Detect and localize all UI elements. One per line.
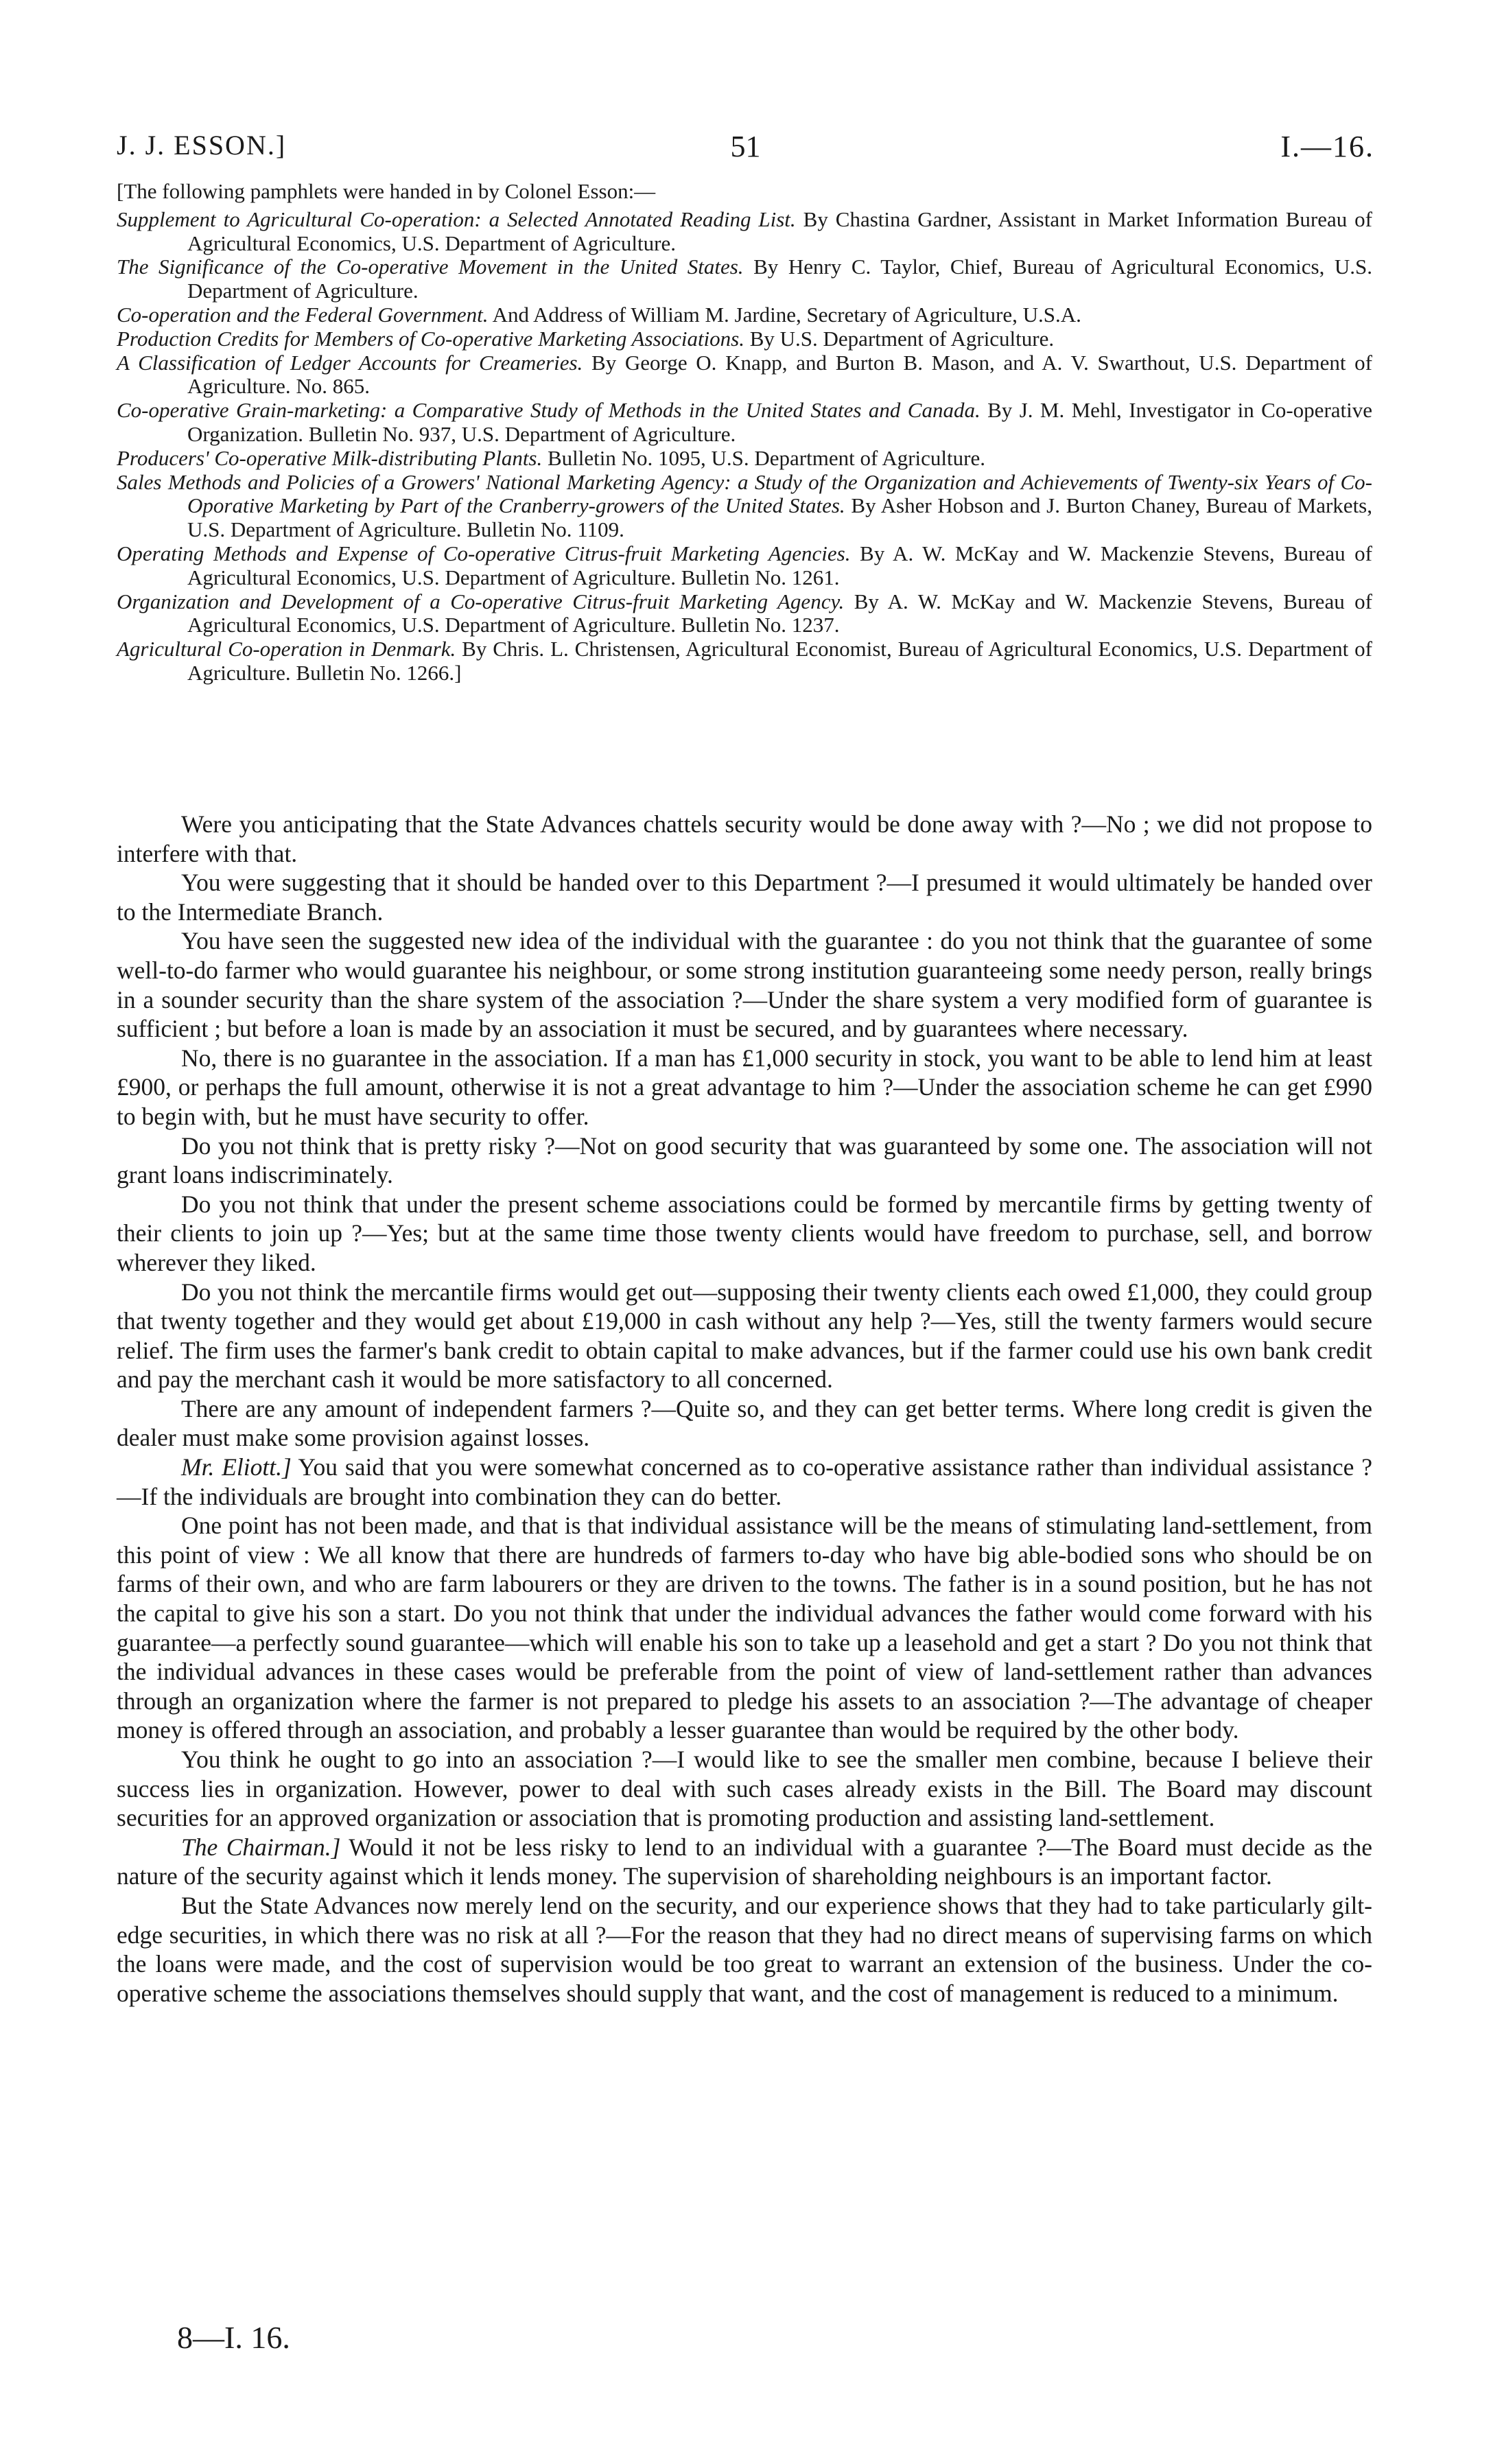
pamphlet-item bbox=[89, 399, 1372, 447]
pamphlet-item bbox=[89, 255, 1372, 303]
pamphlet-details: By Chastina Gardner, Assistant in Market Information Bureau of Agricultural Economics, U.S. Department of Agriculture. bbox=[187, 207, 1373, 255]
testimony-paragraph bbox=[117, 1511, 1372, 1745]
testimony-paragraph bbox=[117, 1833, 1372, 1891]
paragraph-text: Do you not think that under the present scheme associations could be formed by mercantile firms by getting twenty of their clients to join up ?—Yes; but at the same time those twenty clients would have freedom to purchase, sell, and borrow wherever they liked. bbox=[117, 1190, 1372, 1276]
pamphlet-item bbox=[89, 208, 1372, 256]
pamphlet-title: Operating Methods and Expense of Co-operative Citrus-fruit Marketing Agencies. bbox=[117, 541, 851, 565]
pamphlet-details: By U.S. Department of Agriculture. bbox=[744, 326, 1055, 351]
pamphlet-details: By George O. Knapp, and Burton B. Mason, and A. V. Swarthout, U.S. Department of Agriculture. No. 865. bbox=[187, 350, 1373, 399]
testimony-body bbox=[117, 810, 1372, 2008]
testimony-paragraph bbox=[117, 1745, 1372, 1833]
pamphlet-title: A Classification of Ledger Accounts for Creameries. bbox=[117, 350, 583, 375]
header-witness: J. J. ESSON.] bbox=[117, 130, 287, 161]
pamphlet-item bbox=[89, 303, 1372, 327]
pamphlet-title: Co-operative Grain-marketing: a Comparative Study of Methods in the United States and Canada. bbox=[117, 398, 981, 423]
paragraph-text: You have seen the suggested new idea of the individual with the guarantee : do you not think that the guarantee of some well-to-do farmer who would guarantee his neighbour, or some strong institution guaranteeing some needy person, really brings in a sounder security than the share system of the association ?—Under the share system a very modified form of guarantee is sufficient ; but before a loan is made by an association it must be secured, and by guarantees where necessary. bbox=[117, 927, 1372, 1043]
paragraph-text: Do you not think that is pretty risky ?—Not on good security that was guaranteed by some one. The association will not grant loans indiscriminately. bbox=[117, 1131, 1372, 1189]
pamphlet-item bbox=[89, 327, 1372, 351]
pamphlet-title: Agricultural Co-operation in Denmark. bbox=[117, 637, 456, 661]
pamphlet-title: Organization and Development of a Co-operative Citrus-fruit Marketing Agency. bbox=[117, 589, 845, 613]
page-number: 51 bbox=[730, 130, 761, 163]
testimony-paragraph bbox=[117, 1131, 1372, 1190]
paragraph-text: Would it not be less risky to lend to an individual with a guarantee ?—The Board must decide as the nature of the security against which it lends money. The supervision of shareholding neighbours is an important factor. bbox=[117, 1833, 1373, 1890]
pamphlet-title: The Significance of the Co-operative Movement in the United States. bbox=[117, 255, 744, 279]
testimony-paragraph bbox=[117, 1190, 1372, 1278]
paragraph-text: Were you anticipating that the State Advances chattels security would be done away with ?—No ; we did not propose to interfere with that. bbox=[117, 810, 1372, 867]
pamphlet-item bbox=[89, 542, 1372, 590]
pamphlet-items bbox=[117, 208, 1372, 685]
testimony-paragraph bbox=[117, 1453, 1372, 1511]
testimony-paragraph bbox=[117, 810, 1372, 868]
paragraph-text: You were suggesting that it should be handed over to this Department ?—I presumed it would ultimately be handed over to the Intermediate Branch. bbox=[117, 869, 1372, 926]
pamphlet-intro: [The following pamphlets were handed in by Colonel Esson:— bbox=[117, 179, 656, 203]
pamphlet-details: By Chris. L. Christensen, Agricultural Economist, Bureau of Agricultural Economics, U.S. Department of Agriculture. Bulletin No. 1266.] bbox=[187, 637, 1372, 685]
pamphlet-title: Producers' Co-operative Milk-distributing Plants. bbox=[117, 445, 543, 470]
paragraph-text: There are any amount of independent farmers ?—Quite so, and they can get better terms. Where long credit is given the dealer must make some provision against losses. bbox=[117, 1394, 1372, 1452]
pamphlet-details: By Henry C. Taylor, Chief, Bureau of Agricultural Economics, U.S. Department of Agriculture. bbox=[187, 255, 1372, 303]
pamphlet-title: Production Credits for Members of Co-operative Marketing Associations. bbox=[117, 326, 744, 351]
pamphlet-title: Co-operation and the Federal Government. bbox=[117, 302, 489, 327]
paragraph-text: Do you not think the mercantile firms would get out—supposing their twenty clients each owed £1,000, they could group that twenty together and they would get about £19,000 in cash without any help ?—Yes, still the twenty farmers would secure relief. The firm uses the farmer's bank credit to obtain capital to make advances, but if the farmer could use his own bank credit and pay the merchant cash it would be more satisfactory to all concerned. bbox=[117, 1278, 1372, 1394]
page-footer-signature: 8—I. 16. bbox=[177, 2320, 290, 2355]
pamphlet-item bbox=[89, 351, 1372, 399]
pamphlet-item bbox=[89, 471, 1372, 542]
pamphlet-item bbox=[89, 637, 1372, 685]
testimony-paragraph bbox=[117, 1278, 1372, 1394]
testimony-paragraph bbox=[117, 1891, 1372, 2008]
pamphlet-item bbox=[89, 590, 1372, 638]
paragraph-text: You said that you were somewhat concerned as to co-operative assistance rather than individual assistance ?—If the individuals are brought into combination they can do better. bbox=[117, 1453, 1373, 1510]
header-document-ref: I.—16. bbox=[1280, 130, 1374, 163]
paragraph-text: No, there is no guarantee in the association. If a man has £1,000 security in stock, you want to be able to lend him at least £900, or perhaps the full amount, otherwise it is not a great advantage to him ?—Under the association scheme he can get £990 to begin with, but he must have security to offer. bbox=[117, 1044, 1372, 1130]
paragraph-text: But the State Advances now merely lend on the security, and our experience shows that they had to take particularly gilt-edge securities, in which there was no risk at all ?—For the reason that they had no direct means of supervising farms on which the loans were made, and the cost of supervision would be too great to warrant an extension of the business. Under the co-operative scheme the associations themselves should supply that want, and the cost of management is reduced to a minimum. bbox=[117, 1891, 1372, 2007]
speaker-label: The Chairman.] bbox=[181, 1833, 341, 1861]
speaker-label: Mr. Eliott.] bbox=[181, 1453, 292, 1481]
pamphlet-details: And Address of William M. Jardine, Secretary of Agriculture, U.S.A. bbox=[488, 302, 1081, 327]
pamphlet-list bbox=[117, 180, 1372, 685]
testimony-paragraph bbox=[117, 868, 1372, 926]
pamphlet-item bbox=[89, 447, 1372, 471]
pamphlet-details: Bulletin No. 1095, U.S. Department of Agriculture. bbox=[542, 445, 985, 470]
pamphlet-details: By J. M. Mehl, Investigator in Co-operative Organization. Bulletin No. 937, U.S. Department of Agriculture. bbox=[187, 398, 1373, 446]
pamphlet-title: Sales Methods and Policies of a Growers' National Marketing Agency: a Study of the Organization and Achievements of Twenty-six Years of Co-Oporative Marketing by Part of the Cranberry-growers of the United States. bbox=[117, 469, 1372, 518]
paragraph-text: You think he ought to go into an association ?—I would like to see the smaller men combine, because I believe their success lies in organization. However, power to deal with such cases already exists in the Bill. The Board may discount securities for an approved organization or association that is promoting production and assisting land-settlement. bbox=[117, 1746, 1372, 1832]
pamphlet-title: Supplement to Agricultural Co-operation: a Selected Annotated Reading List. bbox=[117, 207, 796, 231]
pamphlet-details: By Asher Hobson and J. Burton Chaney, Bureau of Markets, U.S. Department of Agriculture. Bulletin No. 1109. bbox=[187, 493, 1372, 542]
paragraph-text: One point has not been made, and that is that individual assistance will be the means of stimulating land-settlement, from this point of view : We all know that there are hundreds of farmers to-day who have big able-bodied sons who should be on farms of their own, and who are farm labourers or they are driven to the towns. The father is in a sound position, but he has not the capital to give his son a start. Do you not think that under the individual advances the father would come forward with his guarantee—a perfectly sound guarantee—which will enable his son to take up a leasehold and get a start ? Do you not think that the individual advances in these cases would be preferable from the point of view of land-settlement rather than advances through an organization where the farmer is not prepared to pledge his assets to an association ?—The advantage of cheaper money is offered through an association, and probably a lesser guarantee than would be required by the other body. bbox=[117, 1512, 1372, 1744]
testimony-paragraph bbox=[117, 1394, 1372, 1453]
testimony-paragraph bbox=[117, 1044, 1372, 1131]
pamphlet-details: By A. W. McKay and W. Mackenzie Stevens, Bureau of Agricultural Economics, U.S. Department of Agriculture. Bulletin No. 1261. bbox=[187, 541, 1373, 589]
testimony-paragraph bbox=[117, 926, 1372, 1043]
pamphlet-details: By A. W. McKay and W. Mackenzie Stevens, Bureau of Agricultural Economics, U.S. Department of Agriculture. Bulletin No. 1237. bbox=[187, 589, 1372, 637]
page-header bbox=[117, 129, 1374, 170]
